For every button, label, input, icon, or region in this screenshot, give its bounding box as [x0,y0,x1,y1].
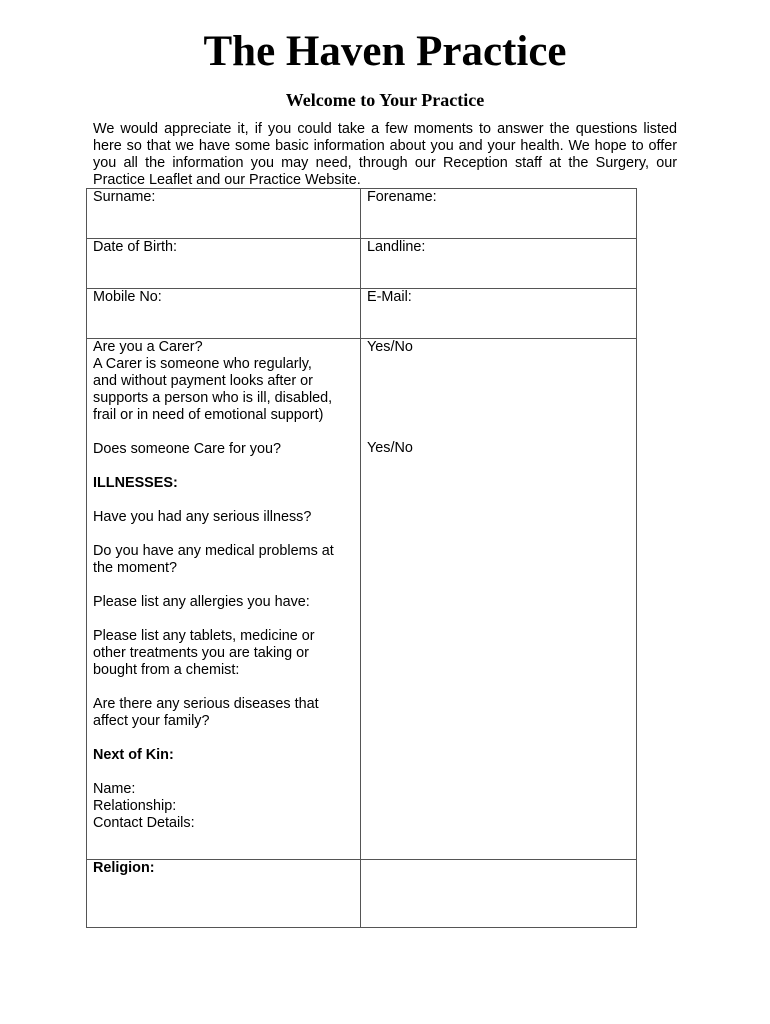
carer-question-block [93,339,354,424]
landline-label: Landline: [367,239,426,255]
form-row-health [87,339,637,860]
religion-answer-field[interactable] [361,860,637,928]
tablets-line: other treatments you are taking or [93,645,309,661]
form-row-contact [87,289,637,339]
cared-for-question: Does someone Care for you? [93,441,281,457]
dob-label: Date of Birth: [93,239,177,255]
medical-problems-line: Do you have any medical problems at [93,543,334,559]
tablets-line: bought from a chemist: [93,662,240,678]
surname-field[interactable] [87,189,361,239]
landline-field[interactable] [361,239,637,289]
form-row-dob [87,239,637,289]
dob-field[interactable] [87,239,361,289]
carer-question: Are you a Carer? [93,339,203,355]
next-of-kin-block [93,781,354,832]
form-row-names [87,189,637,239]
surname-label: Surname: [93,189,156,205]
registration-form-table [86,188,637,928]
kin-relationship-label: Relationship: [93,798,177,814]
medical-problems-line: the moment? [93,560,177,576]
practice-title: The Haven Practice [203,28,567,75]
intro-paragraph: We would appreciate it, if you could take a few moments to answer the questions listed here so that we have some basic information about you and your health. We hope to offer you all the information you may need, through our Reception staff at the Surgery, our Practice Leaflet and our Practice Website. [93,121,677,188]
medical-problems-question [93,543,354,577]
kin-contact-label: Contact Details: [93,815,195,831]
form-row-religion [87,860,637,928]
illnesses-heading: ILLNESSES: [93,475,178,491]
health-questions-cell [87,339,361,860]
mobile-field[interactable] [87,289,361,339]
forename-label: Forename: [367,189,437,205]
family-diseases-line: Are there any serious diseases that [93,696,319,712]
carer-definition-line: and without payment looks after or [93,373,313,389]
carer-definition-line: A Carer is someone who regularly, [93,356,312,372]
health-answers-cell[interactable] [361,339,637,860]
religion-label: Religion: [93,860,155,876]
kin-name-label: Name: [93,781,136,797]
welcome-subtitle: Welcome to Your Practice [285,90,485,110]
email-field[interactable] [361,289,637,339]
family-diseases-line: affect your family? [93,713,210,729]
cared-for-yes-no[interactable]: Yes/No [367,440,413,456]
email-label: E-Mail: [367,289,412,305]
allergies-question: Please list any allergies you have: [93,594,310,610]
tablets-line: Please list any tablets, medicine or [93,628,315,644]
religion-label-cell [87,860,361,928]
serious-illness-question: Have you had any serious illness? [93,509,312,525]
carer-definition-line: frail or in need of emotional support) [93,407,324,423]
carer-yes-no[interactable]: Yes/No [367,339,413,355]
tablets-question [93,628,354,679]
next-of-kin-heading: Next of Kin: [93,747,174,763]
family-diseases-question [93,696,354,730]
carer-definition-line: supports a person who is ill, disabled, [93,390,333,406]
forename-field[interactable] [361,189,637,239]
mobile-label: Mobile No: [93,289,162,305]
